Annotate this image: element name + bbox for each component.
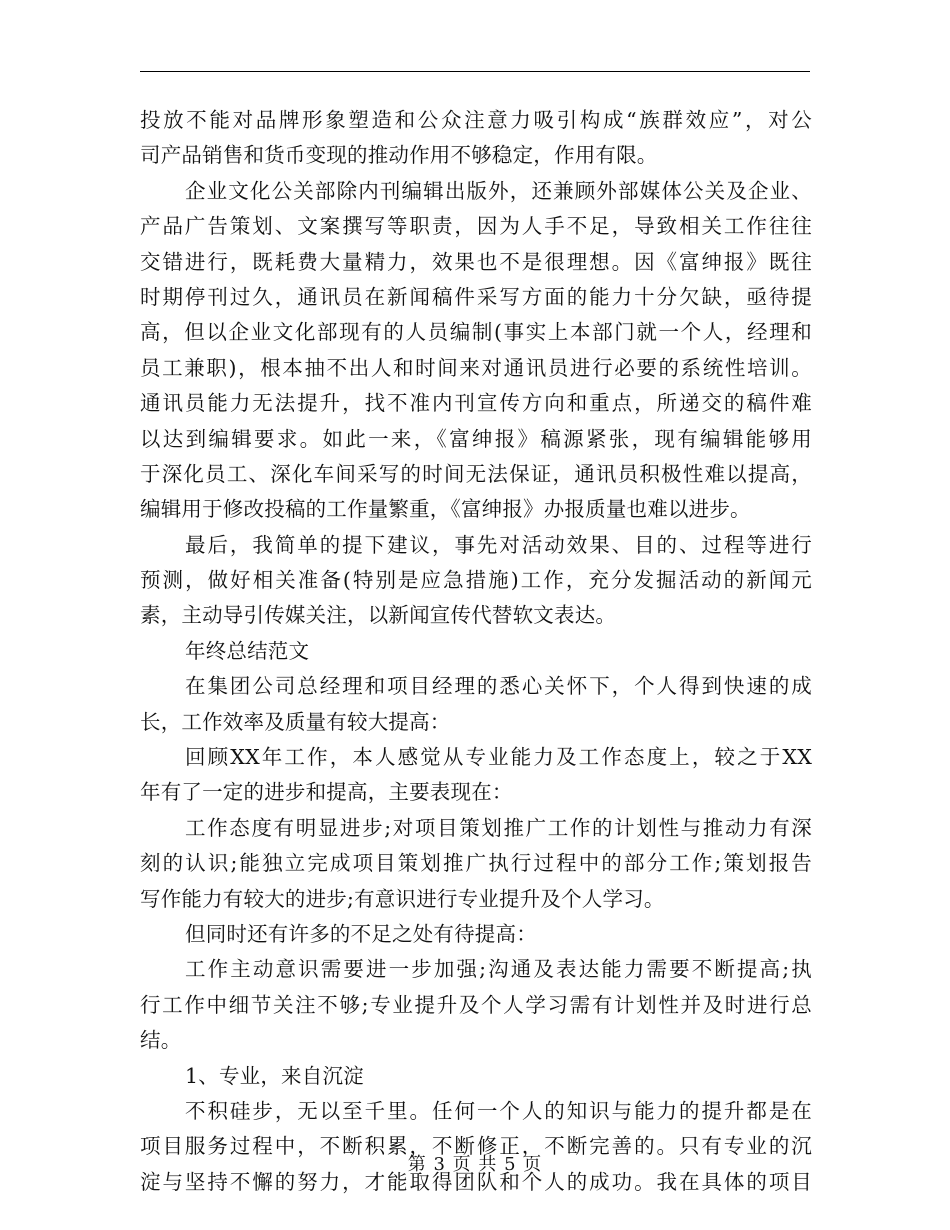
text-line: 长，工作效率及质量有较大提高：: [140, 709, 451, 734]
text-line: 投放不能对品牌形象塑造和公众注意力吸引构成“族群效应”，对公: [140, 108, 812, 132]
text-line: 于深化员工、深化车间采写的时间无法保证，通讯员积极性难以提高，: [140, 461, 812, 486]
text-line: 最后，我简单的提下建议，事先对活动效果、目的、过程等进行: [185, 532, 812, 557]
text-line: 但同时还有许多的不足之处有待提高：: [185, 921, 537, 946]
text-line: 员工兼职)，根本抽不出人和时间来对通讯员进行必要的系统性培训。: [140, 355, 812, 380]
text-line: 时期停刊过久，通讯员在新闻稿件采写方面的能力十分欠缺，亟待提: [140, 284, 812, 309]
text-line: 不积硅步，无以至千里。任何一个人的知识与能力的提升都是在: [185, 1098, 812, 1123]
text-line: 写作能力有较大的进步;有意识进行专业提升及个人学习。: [140, 886, 665, 911]
header-rule: [140, 71, 810, 72]
text-line: 淀与坚持不懈的努力，才能取得团队和个人的成功。我在具体的项目: [140, 1169, 812, 1194]
text-line: 产品广告策划、文案撰写等职责，因为人手不足，导致相关工作往往: [140, 214, 812, 239]
text-line: 工作主动意识需要进一步加强;沟通及表达能力需要不断提高;执: [185, 957, 812, 982]
text-line: 在集团公司总经理和项目经理的悉心关怀下，个人得到快速的成: [185, 674, 812, 699]
text-line: 刻的认识;能独立完成项目策划推广执行过程中的部分工作;策划报告: [140, 851, 812, 876]
text-line: 预测，做好相关准备(特别是应急措施)工作，充分发掘活动的新闻元: [140, 568, 812, 593]
text-line: 编辑用于修改投稿的工作量繁重，《富绅报》办报质量也难以进步。: [140, 497, 751, 522]
text-line: 年有了一定的进步和提高，主要表现在：: [140, 780, 513, 805]
text-line: 1、专业，来自沉淀: [185, 1063, 364, 1088]
text-line: 素，主动导引传媒关注，以新闻宣传代替软文表达。: [140, 603, 617, 628]
text-line: 工作态度有明显进步;对项目策划推广工作的计划性与推动力有深: [185, 815, 812, 840]
text-line: 交错进行，既耗费大量精力，效果也不是很理想。因《富绅报》既往: [140, 249, 812, 274]
text-line: 通讯员能力无法提升，找不准内刊宣传方向和重点，所递交的稿件难: [140, 391, 812, 416]
text-line: 以达到编辑要求。如此一来，《富绅报》稿源紧张，现有编辑能够用: [140, 426, 812, 451]
text-line: 回顾XX年工作，本人感觉从专业能力及工作态度上，较之于XX: [185, 745, 812, 770]
text-line: 司产品销售和货币变现的推动作用不够稳定，作用有限。: [140, 143, 658, 168]
text-line: 企业文化公关部除内刊编辑出版外，还兼顾外部媒体公关及企业、: [185, 178, 812, 203]
text-line: 结。: [140, 1028, 182, 1053]
document-body: [140, 103, 812, 1200]
text-line: 行工作中细节关注不够;专业提升及个人学习需有计划性并及时进行总: [140, 992, 812, 1017]
text-line: 高，但以企业文化部现有的人员编制(事实上本部门就一个人，经理和: [140, 320, 812, 345]
text-line: 项目服务过程中，不断积累，不断修正，不断完善的。只有专业的沉: [140, 1134, 812, 1159]
page-footer: 第 3 页 共 5 页: [407, 1154, 543, 1175]
text-line: 年终总结范文: [185, 638, 310, 663]
